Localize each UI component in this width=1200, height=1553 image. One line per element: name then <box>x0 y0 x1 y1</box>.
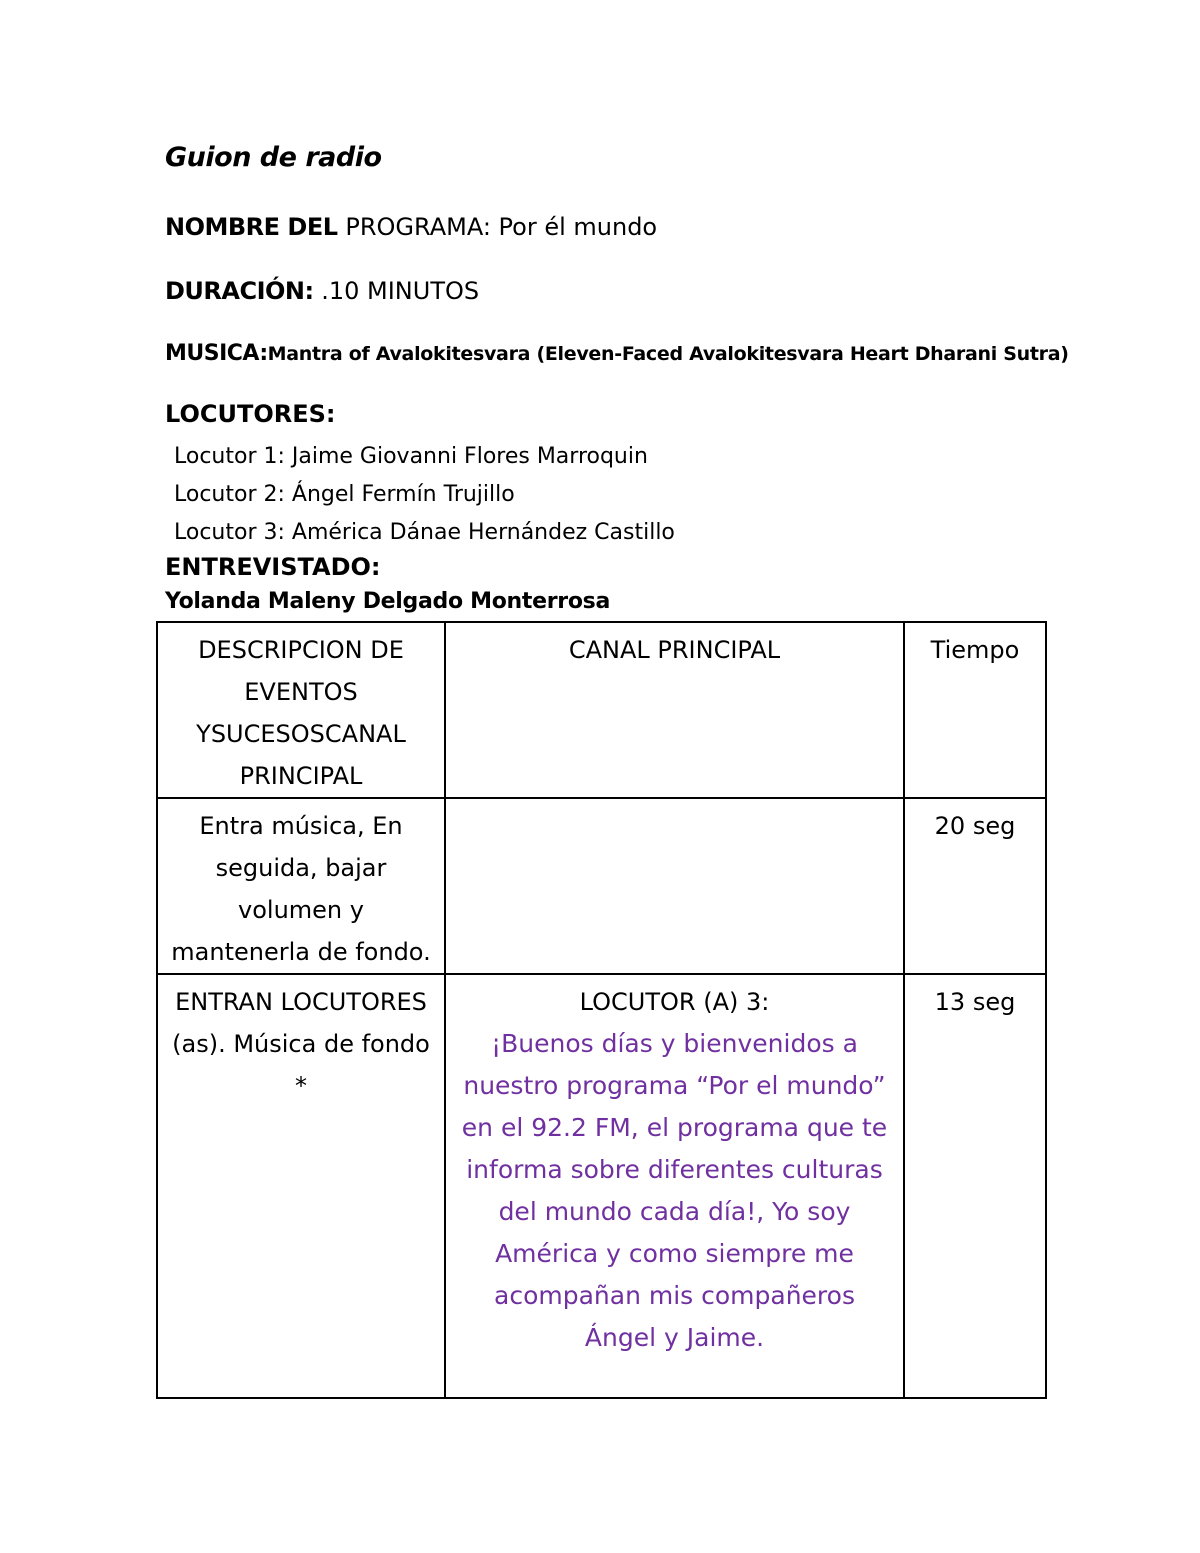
header-time <box>904 622 1046 798</box>
header-time-text: Tiempo <box>930 636 1020 664</box>
row-description <box>157 974 445 1398</box>
announcer-item: Locutor 2: Ángel Fermín Trujillo <box>174 482 515 507</box>
table-header-row <box>157 622 1046 798</box>
duration-value: .10 MINUTOS <box>313 277 480 305</box>
row-speech: ¡Buenos días y bienvenidos a nuestro programa “Por el mundo” en el 92.2 FM, el programa que te informa sobre diferentes culturas del mundo cada día!, Yo soy América y como siempre me acompañan mis compañeros Ángel y Jaime. <box>461 1029 888 1352</box>
table-row <box>157 974 1046 1398</box>
document-title: Guion de radio <box>165 142 382 173</box>
header-description-text: DESCRIPCION DE EVENTOS YSUCESOSCANAL PRINCIPAL <box>196 636 406 790</box>
announcer-item: Locutor 1: Jaime Giovanni Flores Marroquin <box>174 444 648 469</box>
interviewee-heading: ENTREVISTADO: <box>165 553 381 581</box>
program-name-line <box>165 213 657 241</box>
row-main-channel <box>445 798 904 974</box>
music-value: Mantra of Avalokitesvara (Eleven-Faced Avalokitesvara Heart Dharani Sutra) <box>267 343 1069 365</box>
row-description <box>157 798 445 974</box>
row-main-channel <box>445 974 904 1398</box>
row-description-text: Entra música, En seguida, bajar volumen y mantenerla de fondo. <box>171 812 431 966</box>
row-speaker: LOCUTOR (A) 3: <box>579 988 770 1016</box>
header-main-channel <box>445 622 904 798</box>
program-value: PROGRAMA: Por él mundo <box>345 213 658 241</box>
program-label: NOMBRE DEL <box>165 213 346 241</box>
duration-line <box>165 277 479 305</box>
interviewee-name: Yolanda Maleny Delgado Monterrosa <box>165 589 610 614</box>
announcer-item: Locutor 3: América Dánae Hernández Castillo <box>174 520 675 545</box>
music-label: MUSICA: <box>165 341 268 366</box>
row-time-text: 20 seg <box>934 812 1016 840</box>
music-line <box>165 341 1069 366</box>
header-description <box>157 622 445 798</box>
announcers-list <box>174 438 675 552</box>
announcers-heading: LOCUTORES: <box>165 400 336 428</box>
row-description-text: ENTRAN LOCUTORES (as). Música de fondo * <box>172 988 430 1100</box>
row-time-text: 13 seg <box>934 988 1016 1016</box>
table-row <box>157 798 1046 974</box>
duration-label: DURACIÓN: <box>165 277 314 305</box>
header-main-channel-text: CANAL PRINCIPAL <box>568 636 781 664</box>
row-time <box>904 798 1046 974</box>
row-time <box>904 974 1046 1398</box>
script-table <box>156 621 1047 1399</box>
